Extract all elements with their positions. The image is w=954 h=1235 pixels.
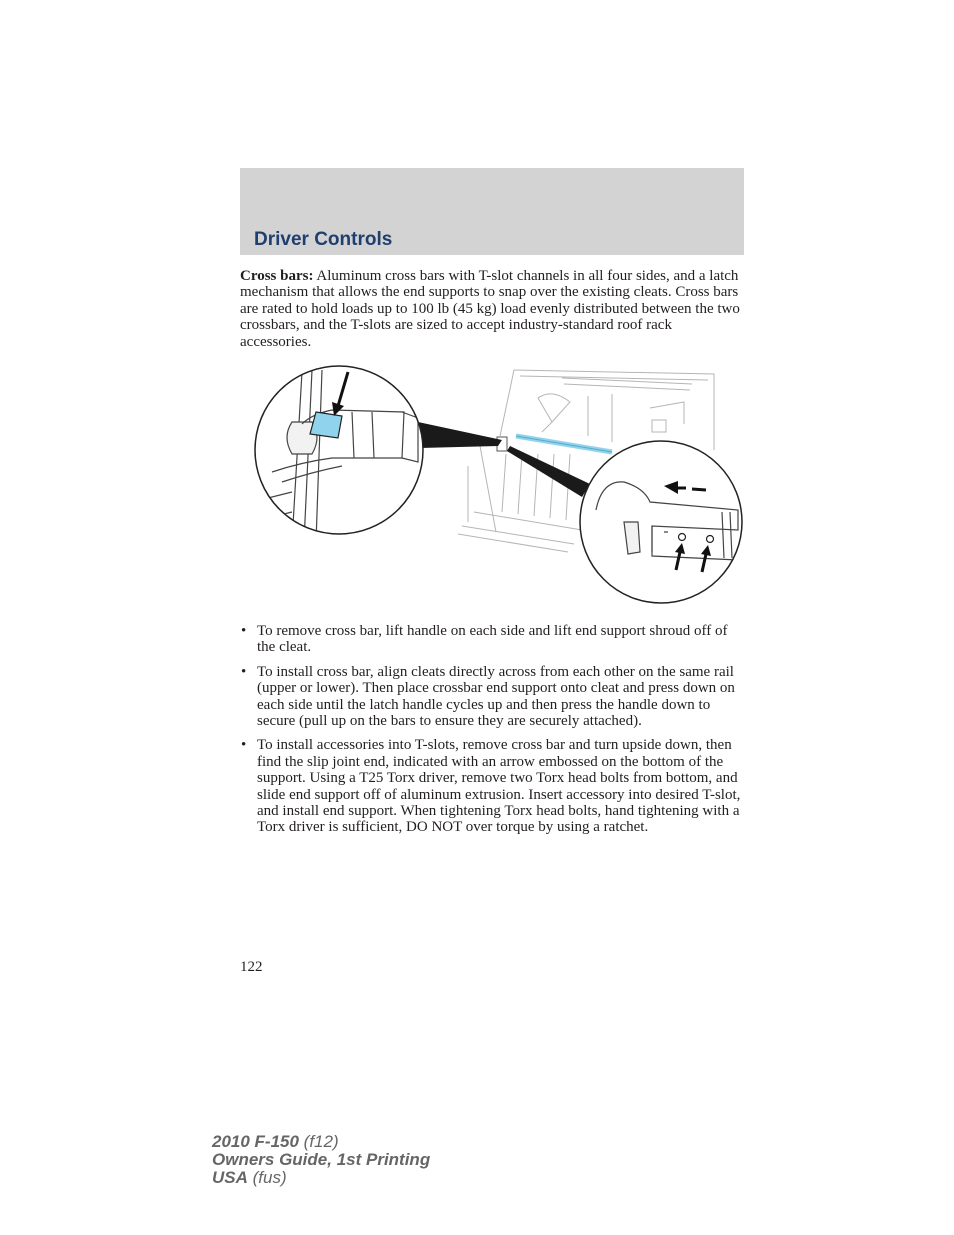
- footer-model: 2010 F-150: [212, 1132, 299, 1151]
- latch-handle-highlight: [310, 412, 342, 438]
- cross-bar-illustration: [252, 362, 746, 604]
- instruction-list: [240, 623, 746, 844]
- list-item-text: To remove cross bar, lift handle on each side and lift end support shroud off of the cleat.: [257, 623, 728, 656]
- intro-term: Cross bars:: [240, 268, 314, 284]
- list-item-text: To install cross bar, align cleats directly across from each other on the same rail (upper or lower). Then place crossbar end support onto cleat and press down on each side until the latch handle cycles up and then press the handle down to secure (pull up on the bars to ensure they are securely attached).: [257, 663, 735, 730]
- header-band: [240, 168, 744, 255]
- torx-bolt-2: [707, 536, 714, 543]
- page-number: 122: [240, 959, 263, 975]
- bullet-marker: •: [241, 737, 247, 754]
- document-footer: [212, 1133, 430, 1187]
- footer-market-code: (fus): [247, 1168, 287, 1187]
- footer-edition: Owners Guide, 1st Printing: [212, 1150, 431, 1169]
- intro-paragraph: [240, 268, 744, 350]
- list-item: [240, 737, 746, 835]
- list-item-text: To install accessories into T-slots, remove cross bar and turn upside down, then find the slip joint end, indicated with an arrow embossed on the bottom of the support. Using a T25 Torx driver, remove two Torx head bolts from bottom, and slide end support off of aluminum extrusion. Insert accessory into desired T-slot, and install end support. When tightening Torx head bolts, hand tightening with a Torx driver is sufficient, DO NOT over torque by using a ratchet.: [257, 737, 741, 836]
- list-item: [240, 623, 746, 656]
- footer-market: USA: [212, 1168, 248, 1187]
- bullet-marker: •: [241, 623, 247, 639]
- torx-bolt-1: [679, 534, 686, 541]
- list-item: [240, 664, 746, 730]
- footer-model-code: (f12): [298, 1132, 339, 1151]
- left-callout-beam: [418, 422, 502, 448]
- section-title: Driver Controls: [254, 229, 393, 250]
- bullet-marker: •: [241, 663, 247, 680]
- intro-text: Aluminum cross bars with T-slot channels in all four sides, and a latch mechanism that allows the end supports to snap over the existing cleats. Cross bars are rated to hold loads up to 100 lb (45 kg) load evenly distributed between the two crossbars, and the T-slots are sized to accept industry-standard roof rack accessories.: [240, 268, 740, 350]
